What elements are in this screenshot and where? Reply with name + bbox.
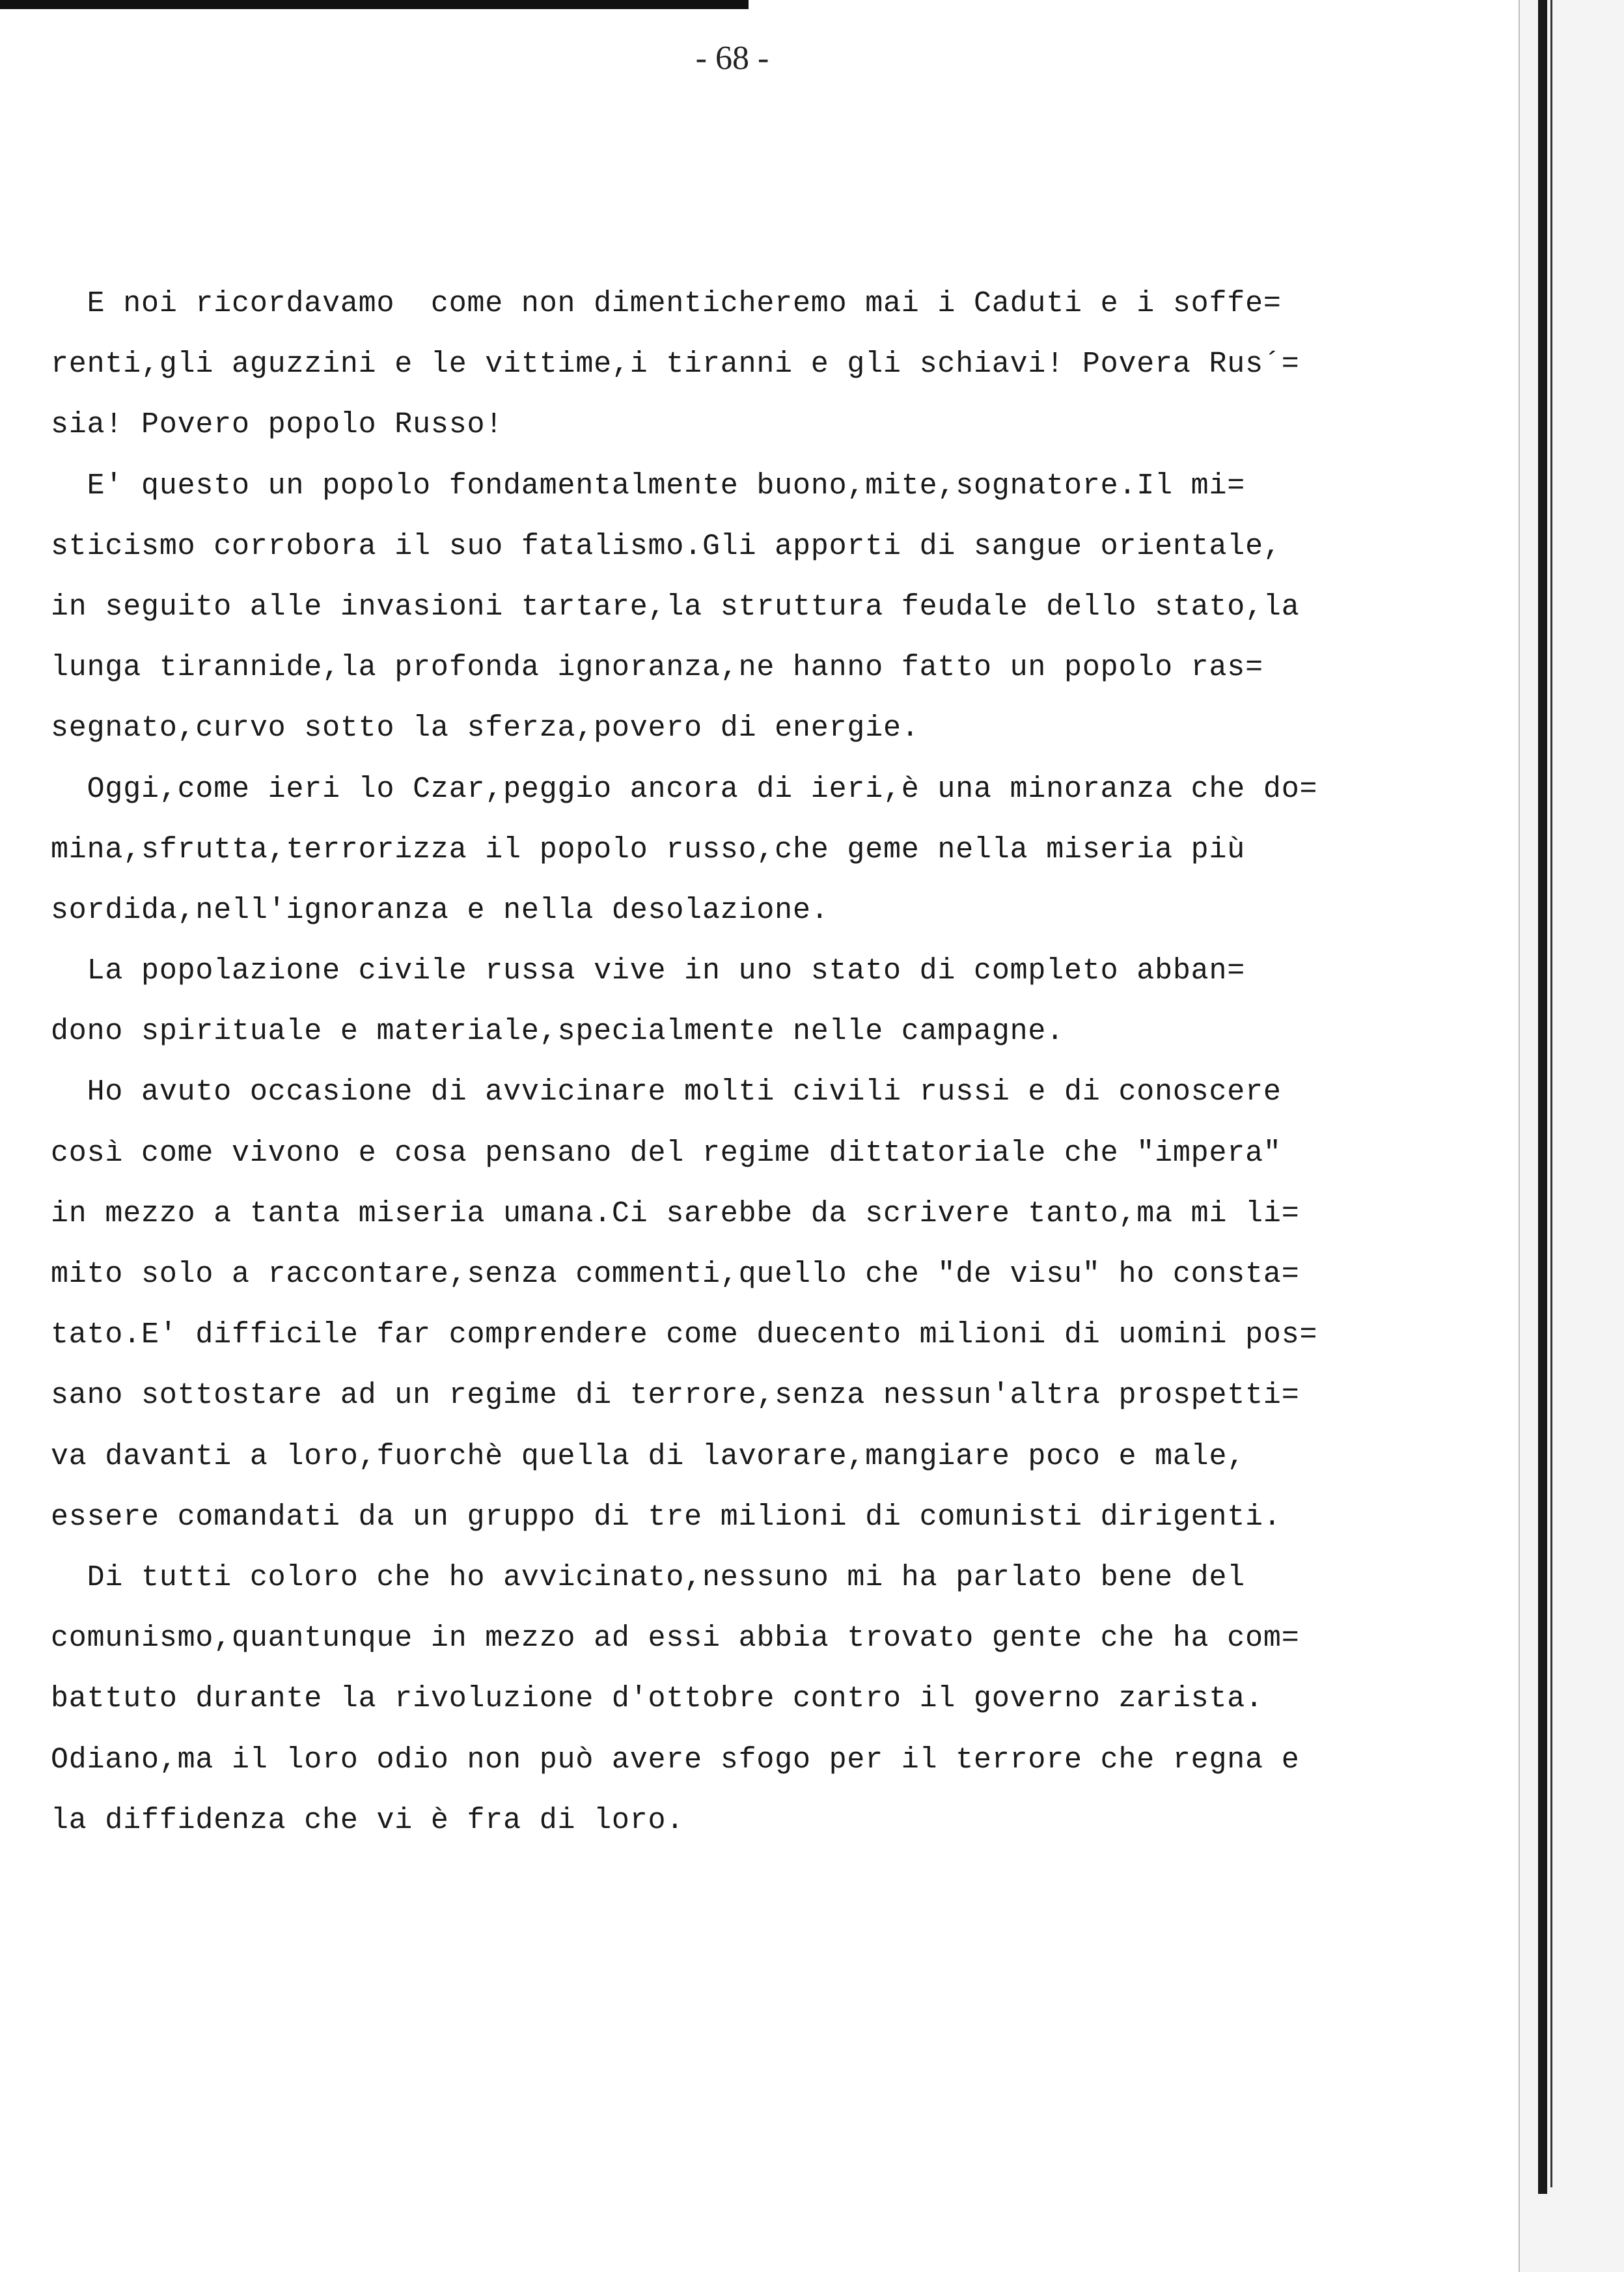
text-line: battuto durante la rivoluzione d'ottobre contro il governo zarista. [51, 1682, 1263, 1716]
text-line: Ho avuto occasione di avvicinare molti civili russi e di conoscere [51, 1075, 1282, 1109]
text-line: sticismo corrobora il suo fatalismo.Gli apporti di sangue orientale, [51, 529, 1282, 563]
body-text [51, 273, 1418, 1851]
text-line: va davanti a loro,fuorchè quella di lavorare,mangiare poco e male, [51, 1439, 1246, 1473]
text-line: la diffidenza che vi è fra di loro. [51, 1803, 685, 1837]
text-line: mina,sfrutta,terrorizza il popolo russo,che geme nella miseria più [51, 833, 1246, 866]
scan-spine-shadow [1538, 0, 1547, 2194]
text-line: in mezzo a tanta miseria umana.Ci sarebbe da scrivere tanto,ma mi li= [51, 1197, 1300, 1230]
text-line: segnato,curvo sotto la sferza,povero di energie. [51, 712, 920, 745]
scan-right-margin [1519, 0, 1624, 2272]
text-line: dono spirituale e materiale,specialmente nelle campagne. [51, 1015, 1065, 1049]
text-line: tato.E' difficile far comprendere come duecento milioni di uomini pos= [51, 1318, 1318, 1352]
text-line: E' questo un popolo fondamentalmente buono,mite,sognatore.Il mi= [51, 469, 1246, 503]
scan-top-edge [0, 0, 749, 9]
text-line: essere comandati da un gruppo di tre milioni di comunisti dirigenti. [51, 1500, 1282, 1534]
text-line: La popolazione civile russa vive in uno stato di completo abban= [51, 954, 1246, 988]
text-line: Di tutti coloro che ho avvicinato,nessuno mi ha parlato bene del [51, 1560, 1246, 1594]
scan-spine-line [1550, 0, 1552, 2187]
text-line: mito solo a raccontare,senza commenti,quello che "de visu" ho consta= [51, 1258, 1300, 1291]
text-line: sano sottostare ad un regime di terrore,senza nessun'altra prospetti= [51, 1379, 1300, 1413]
text-line: sia! Povero popolo Russo! [51, 408, 504, 442]
text-line: in seguito alle invasioni tartare,la struttura feudale dello stato,la [51, 590, 1300, 624]
text-line: Oggi,come ieri lo Czar,peggio ancora di ieri,è una minoranza che do= [51, 772, 1318, 806]
text-line: così come vivono e cosa pensano del regime dittatoriale che "impera" [51, 1136, 1282, 1170]
page-number: - 68 - [695, 40, 769, 77]
text-line: lunga tirannide,la profonda ignoranza,ne hanno fatto un popolo ras= [51, 651, 1263, 685]
text-line: comunismo,quantunque in mezzo ad essi abbia trovato gente che ha com= [51, 1622, 1300, 1656]
text-line: sordida,nell'ignoranza e nella desolazione. [51, 893, 829, 927]
text-line: E noi ricordavamo come non dimenticheremo mai i Caduti e i soffe= [51, 287, 1282, 320]
text-line: renti,gli aguzzini e le vittime,i tiranni e gli schiavi! Povera Rus´= [51, 348, 1300, 381]
text-line: Odiano,ma il loro odio non può avere sfogo per il terrore che regna e [51, 1743, 1300, 1777]
